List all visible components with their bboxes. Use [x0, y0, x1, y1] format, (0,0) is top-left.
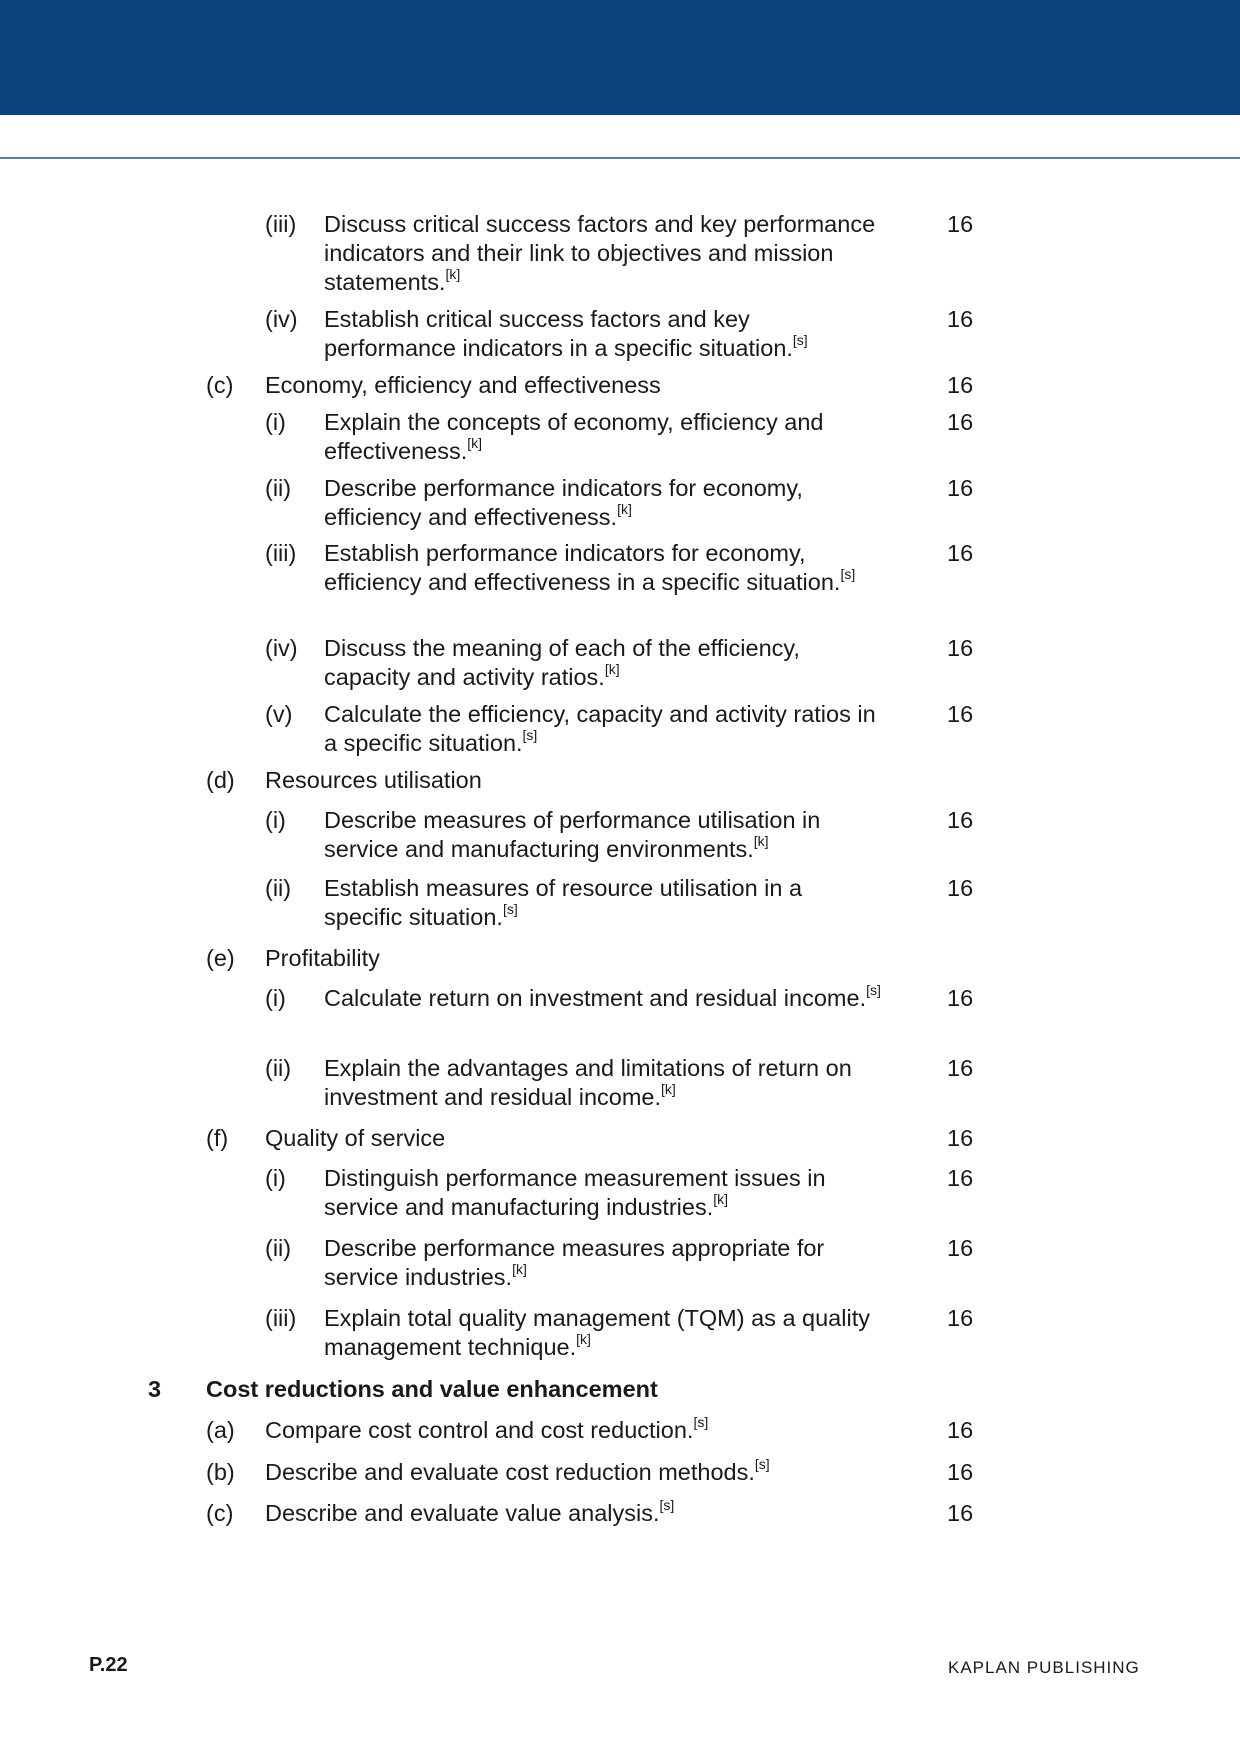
item-text: Economy, efficiency and effectiveness — [265, 372, 661, 398]
level-tag: [k] — [604, 661, 620, 678]
item-text: Describe performance measures appropriate for service industries.[k] — [324, 1235, 825, 1290]
item-label: (ii) — [265, 875, 292, 901]
item-text: Distinguish performance measurement issues in service and manufacturing industries.[k] — [324, 1165, 826, 1220]
level-tag: [s] — [754, 1456, 770, 1473]
level-tag: [k] — [617, 501, 632, 518]
level-tag: [s] — [659, 1497, 675, 1514]
item-label: (i) — [265, 409, 286, 435]
page-ref: 16 — [947, 409, 974, 435]
page-ref: 16 — [947, 1125, 974, 1151]
page-ref: 16 — [947, 1417, 974, 1443]
page-ref: 16 — [947, 540, 974, 566]
item-label: (a) — [206, 1417, 235, 1443]
header-band — [0, 0, 1240, 115]
level-tag: [k] — [467, 435, 483, 452]
page-ref: 16 — [947, 306, 974, 332]
page-ref: 16 — [947, 1459, 974, 1485]
page-ref: 16 — [947, 985, 974, 1011]
item-label: (ii) — [265, 1055, 292, 1081]
level-tag: [s] — [840, 566, 856, 583]
page-ref: 16 — [947, 701, 974, 727]
item-label: (f) — [206, 1125, 229, 1151]
page-ref: 16 — [947, 1235, 974, 1261]
item-label: (iii) — [265, 211, 297, 237]
item-text: Compare cost control and cost reduction.[s] — [265, 1414, 709, 1443]
page-ref: 16 — [947, 875, 974, 901]
item-text: Explain total quality management (TQM) as a quality management technique.[k] — [324, 1305, 870, 1360]
level-tag: [k] — [661, 1081, 676, 1098]
item-label: (v) — [265, 701, 293, 727]
page-ref: 16 — [947, 807, 974, 833]
level-tag: [k] — [713, 1191, 729, 1208]
page-ref: 16 — [947, 372, 974, 398]
page-ref: 16 — [947, 1055, 974, 1081]
item-label: (e) — [206, 945, 235, 971]
item-text: Explain the advantages and limitations of return on investment and residual income.[k] — [324, 1055, 852, 1110]
item-text: Discuss the meaning of each of the efficiency, capacity and activity ratios.[k] — [324, 635, 800, 690]
page-ref: 16 — [947, 1165, 974, 1191]
item-text: Profitability — [265, 945, 380, 971]
level-tag: [k] — [576, 1331, 591, 1348]
item-text: Calculate return on investment and residual income.[s] — [324, 982, 881, 1011]
item-label: (c) — [206, 372, 234, 398]
item-label: (iii) — [265, 540, 297, 566]
item-text: Calculate the efficiency, capacity and activity ratios in a specific situation.[s] — [324, 701, 876, 756]
level-tag: [s] — [866, 982, 881, 999]
item-text: Describe measures of performance utilisation in service and manufacturing environments.[k] — [324, 807, 821, 862]
level-tag: [s] — [522, 727, 538, 744]
page-ref: 16 — [947, 211, 974, 237]
section-number: 3 — [148, 1376, 162, 1402]
item-label: (c) — [206, 1500, 234, 1526]
item-label: (ii) — [265, 1235, 292, 1261]
item-label: (iv) — [265, 306, 298, 332]
footer-page-number: P.22 — [89, 1654, 128, 1676]
level-tag: [s] — [502, 901, 518, 918]
item-text: Establish performance indicators for economy, efficiency and effectiveness in a specific situation.[s] — [324, 540, 856, 595]
level-tag: [s] — [792, 332, 808, 349]
level-tag: [k] — [753, 833, 769, 850]
level-tag: [k] — [445, 266, 461, 283]
footer-publisher: KAPLAN PUBLISHING — [948, 1658, 1140, 1677]
page-ref: 16 — [947, 1305, 974, 1331]
item-text: Discuss critical success factors and key performance indicators and their link to objectives and mission statements.[k] — [324, 211, 876, 295]
page-ref: 16 — [947, 1500, 974, 1526]
page-ref: 16 — [947, 635, 974, 661]
item-text: Explain the concepts of economy, efficiency and effectiveness.[k] — [324, 409, 824, 464]
item-label: (i) — [265, 807, 286, 833]
item-text: Establish critical success factors and key performance indicators in a specific situation.[s] — [324, 306, 808, 361]
item-text: Describe and evaluate cost reduction methods.[s] — [265, 1456, 770, 1485]
item-text: Establish measures of resource utilisation in a specific situation.[s] — [324, 875, 803, 930]
section-title: Cost reductions and value enhancement — [206, 1376, 658, 1402]
level-tag: [k] — [512, 1261, 527, 1278]
level-tag: [s] — [693, 1414, 709, 1431]
item-text: Quality of service — [265, 1125, 446, 1151]
page-ref: 16 — [947, 475, 974, 501]
item-label: (i) — [265, 1165, 286, 1191]
header-rule — [0, 157, 1240, 159]
item-text: Describe and evaluate value analysis.[s] — [265, 1497, 675, 1526]
item-label: (iii) — [265, 1305, 297, 1331]
item-text: Describe performance indicators for economy, efficiency and effectiveness.[k] — [324, 475, 803, 530]
item-label: (d) — [206, 767, 235, 793]
item-text: Resources utilisation — [265, 767, 482, 793]
item-label: (i) — [265, 985, 286, 1011]
item-label: (ii) — [265, 475, 292, 501]
item-label: (b) — [206, 1459, 235, 1485]
item-label: (iv) — [265, 635, 298, 661]
